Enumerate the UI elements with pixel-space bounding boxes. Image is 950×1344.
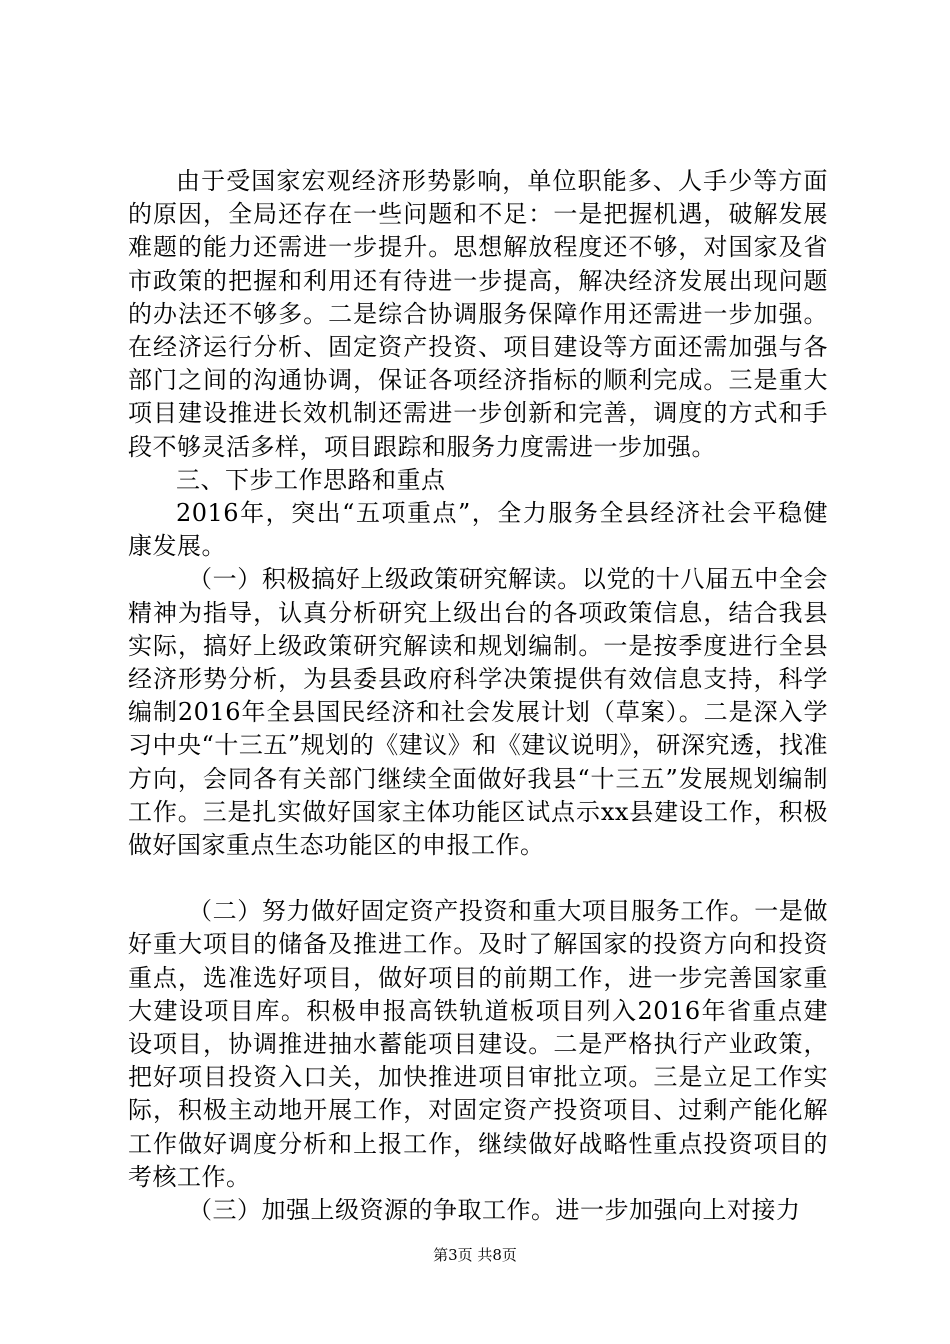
paragraph-item-3: （三）加强上级资源的争取工作。进一步加强向上对接力 (188, 1196, 801, 1225)
paragraph-intro-2016: 2016年，突出“五项重点”，全力服务全县经济社会平稳健康发展。 (128, 499, 828, 561)
paragraph-item-1: （一）积极搞好上级政策研究解读。以党的十八届五中全会精神为指导，认真分析研究上级出台的各项政策信息，结合我县实际，搞好上级政策研究解读和规划编制。一是按季度进行全县经济形势分析，为县委县政府科学决策提供有效信息支持，科学编制2016年全县国民经济和社会发展计划（草案）。二是深入学习中央“十三五”规划的《建议》和《建议说明》，研深究透，找准方向，会同各有关部门继续全面做好我县“十三五”发展规划编制工作。三是扎实做好国家主体功能区试点示xx县建设工作，积极做好国家重点生态功能区的申报工作。 (128, 565, 828, 860)
body-text (128, 165, 828, 1227)
paragraph-spacer (128, 862, 828, 895)
page-footer: 第3页 共8页 (433, 1246, 517, 1264)
paragraph-item-2: （二）努力做好固定资产投资和重大项目服务工作。一是做好重大项目的储备及推进工作。及时了解国家的投资方向和投资重点，选准选好项目，做好项目的前期工作，进一步完善国家重大建设项目库。积极申报高铁轨道板项目列入2016年省重点建设项目，协调推进抽水蓄能项目建设。二是严格执行产业政策，把好项目投资入口关，加快推进项目审批立项。三是立足工作实际，积极主动地开展工作，对固定资产投资项目、过剩产能化解工作做好调度分析和上报工作，继续做好战略性重点投资项目的考核工作。 (128, 897, 828, 1191)
paragraph-problems: 由于受国家宏观经济形势影响，单位职能多、人手少等方面的原因，全局还存在一些问题和不足：一是把握机遇，破解发展难题的能力还需进一步提升。思想解放程度还不够，对国家及省市政策的把握和利用还有待进一步提高，解决经济发展出现问题的办法还不够多。二是综合协调服务保障作用还需进一步加强。在经济运行分析、固定资产投资、项目建设等方面还需加强与各部门之间的沟通协调，保证各项经济指标的顺利完成。三是重大项目建设推进长效机制还需进一步创新和完善，调度的方式和手段不够灵活多样，项目跟踪和服务力度需进一步加强。 (128, 167, 828, 461)
section-heading: 三、下步工作思路和重点 (176, 465, 446, 494)
